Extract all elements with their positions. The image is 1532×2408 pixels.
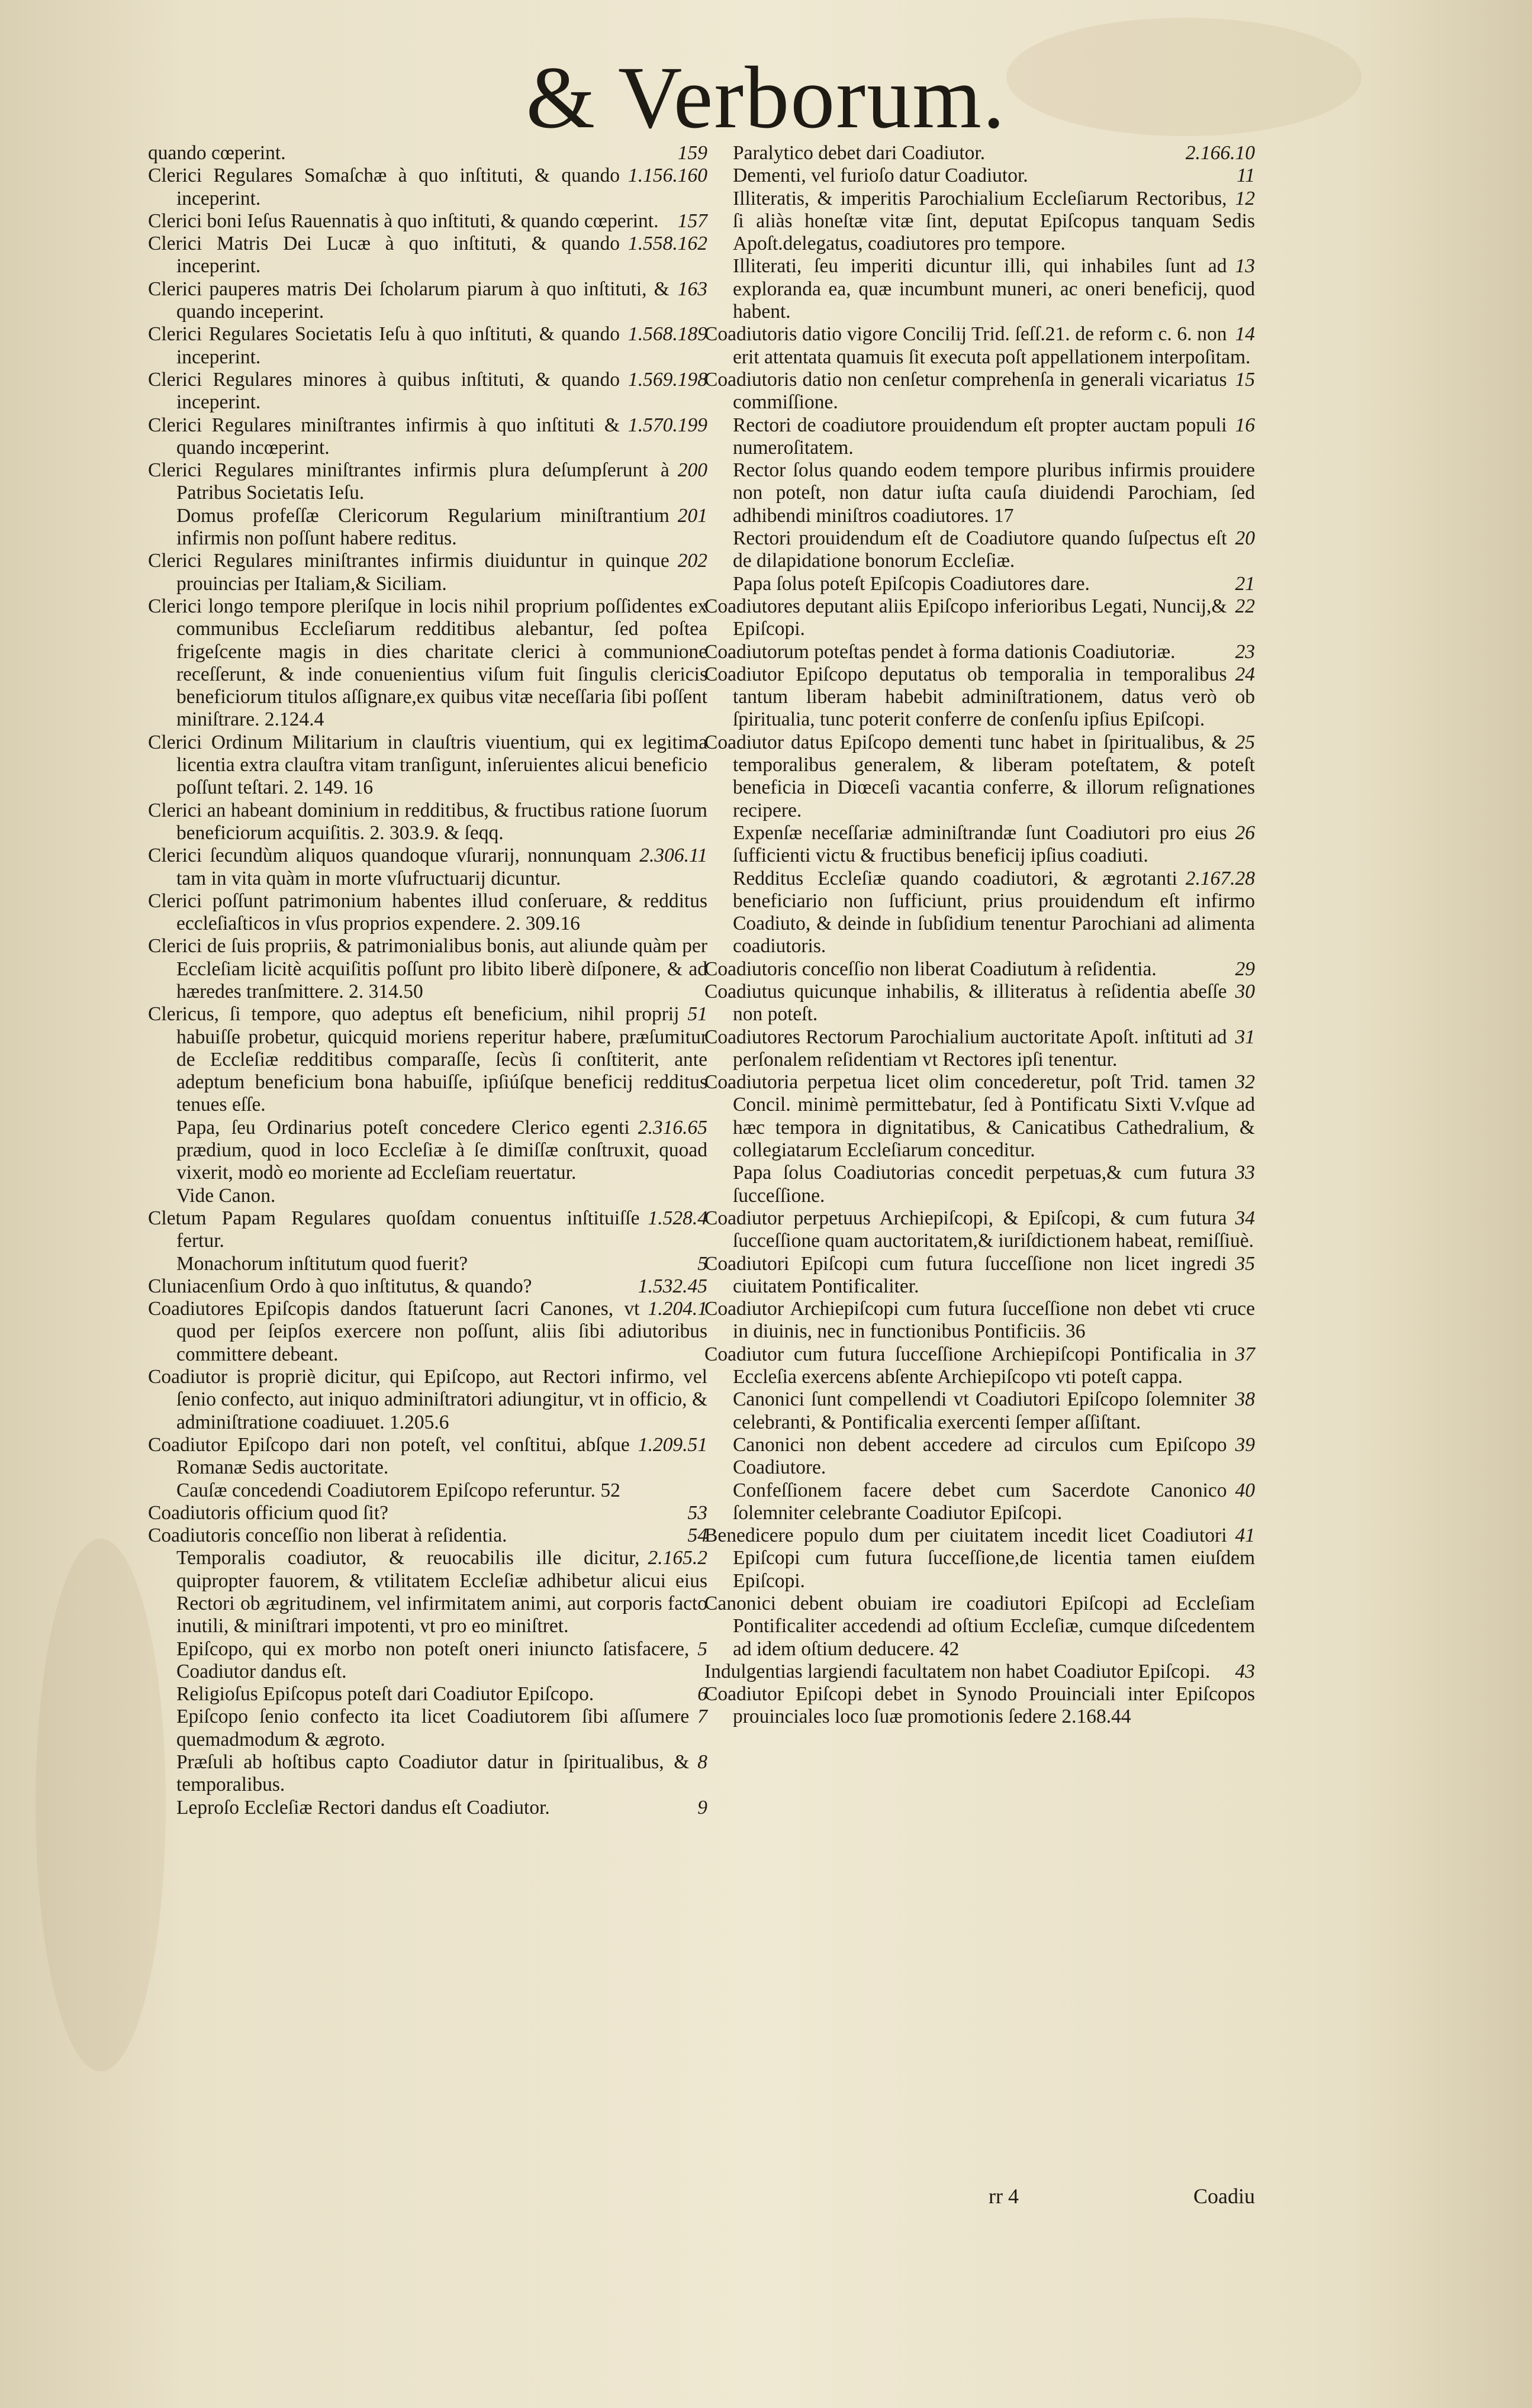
entry-reference: 200: [677, 459, 707, 482]
index-entry: [148, 1638, 707, 1684]
entry-text: Coadiutor Epiſcopo deputatus ob temporalia in temporalibus tantum liberam habebit adminiſtrationem, datus verò ob ſpiritualia, tunc poterit conferre de conſenſu ipſius Epiſcopi.: [704, 663, 1255, 731]
entry-reference: 41: [1235, 1524, 1255, 1547]
entry-reference: 1.570.199: [628, 414, 707, 436]
entry-text: quando cœperint.: [148, 142, 286, 164]
entry-text: Coadiutoris conceſſio non liberat Coadiutum à reſidentia.: [704, 958, 1157, 980]
entry-reference: 35: [1235, 1252, 1255, 1275]
index-entry: [148, 1751, 707, 1797]
entry-reference: 13: [1235, 255, 1255, 278]
index-entry: [148, 1479, 707, 1502]
index-entry: [148, 731, 707, 800]
index-entry: [704, 188, 1255, 256]
entry-reference: 11: [1236, 165, 1255, 187]
index-entry: [148, 595, 707, 731]
entry-reference: 51: [687, 1003, 707, 1026]
entry-text: Redditus Eccleſiæ quando coadiutori, & ægrotanti beneficiario non ſufficiunt, prius prouidendum eſt infirmo Coadiuto, & deinde in ſubſidium tenentur Parochiani ad alimenta coadiutoris.: [733, 867, 1255, 958]
entry-reference: 24: [1235, 663, 1255, 685]
entry-text: Papa ſolus poteſt Epiſcopis Coadiutores dare.: [733, 572, 1090, 595]
entry-text: Coadiutorum poteſtas pendet à forma dationis Coadiutoriæ.: [704, 640, 1176, 663]
entry-text: Clerici Regulares Societatis Ieſu à quo inſtituti, & quando inceperint.: [148, 323, 620, 368]
entry-reference: 2.166.10: [1185, 142, 1255, 164]
entry-reference: 1.568.189: [628, 323, 707, 346]
index-entry: [148, 1434, 707, 1479]
entry-text: Clerici de ſuis propriis, & patrimonialibus bonis, aut aliunde quàm per Eccleſiam licitè acquiſitis poſſunt pro libito liberè diſponere, & ad hæredes tranſmittere. 2. 314.50: [148, 935, 707, 1002]
index-entry: [148, 233, 707, 278]
index-entry: [704, 1343, 1255, 1389]
index-entry: [704, 1253, 1255, 1298]
entry-text: Monachorum inſtitutum quod fuerit?: [176, 1252, 468, 1275]
entry-text: Canonici ſunt compellendi vt Coadiutori Epiſcopo ſolemniter celebranti, & Pontificalia exercenti ſemper aſſiſtant.: [733, 1388, 1227, 1433]
entry-reference: 25: [1235, 731, 1255, 753]
index-entry: [148, 1185, 707, 1207]
entry-text: Clerici ſecundùm aliquos quandoque vſurarij, nonnunquam tam in vita quàm in morte vſufructuarij dicuntur.: [148, 844, 632, 889]
entry-text: Rectori de coadiutore prouidendum eſt propter auctam populi numeroſitatem.: [733, 414, 1227, 459]
index-entry: [148, 1524, 707, 1547]
entry-reference: 21: [1235, 572, 1255, 595]
index-entry: [704, 1434, 1255, 1479]
entry-text: Papa, ſeu Ordinarius poteſt concedere Clerico egenti prædium, quod in loco Eccleſiæ à ſe dimiſſæ conſtruxit, quoad vixerit, modò eo moriente ad Eccleſiam reuertatur.: [176, 1116, 707, 1184]
index-entry: [148, 1366, 707, 1434]
entry-reference: 9: [697, 1796, 707, 1819]
page-footer: [989, 2184, 1255, 2209]
index-entry: [704, 414, 1255, 460]
index-entry: [704, 731, 1255, 822]
entry-reference: 1.156.160: [628, 165, 707, 187]
entry-text: Coadiutores Epiſcopis dandos ſtatuerunt ſacri Canones, vt quod per ſeipſos exercere non poſſunt, aliis ſibi adiutoribus committere debeant.: [148, 1298, 707, 1365]
entry-text: Cletum Papam Regulares quoſdam conuentus inſtituiſſe fertur.: [148, 1207, 640, 1252]
index-entry: [704, 142, 1255, 165]
entry-text: Benedicere populo dum per ciuitatem incedit licet Coadiutori Epiſcopi cum futura ſucceſſione,de licentia tamen eiuſdem Epiſcopi.: [704, 1524, 1255, 1592]
entry-reference: 8: [697, 1751, 707, 1774]
entry-reference: 201: [677, 504, 707, 527]
entry-text: Coadiutoris conceſſio non liberat à reſidentia.: [148, 1524, 507, 1547]
entry-text: Coadiutor Archiepiſcopi cum futura ſucceſſione non debet vti cruce in diuinis, nec in functionibus Pontificiis. 36: [704, 1298, 1255, 1343]
index-entry: [148, 1117, 707, 1185]
entry-reference: 2.165.2: [648, 1547, 707, 1569]
index-entry: [148, 1502, 707, 1524]
index-entry: [148, 505, 707, 550]
entry-reference: 23: [1235, 640, 1255, 663]
index-entry: [704, 958, 1255, 981]
index-entry: [148, 1253, 707, 1275]
entry-reference: 22: [1235, 595, 1255, 617]
index-entry: [704, 981, 1255, 1026]
index-entry: [704, 1162, 1255, 1207]
entry-text: Clerici Regulares miniſtrantes infirmis à quo inſtituti & quando incœperint.: [148, 414, 620, 459]
index-column-left: [148, 142, 707, 1819]
entry-reference: 1.569.198: [628, 368, 707, 391]
entry-reference: 38: [1235, 1388, 1255, 1411]
index-entry: [148, 323, 707, 369]
index-entry: [704, 1524, 1255, 1593]
entry-reference: 16: [1235, 414, 1255, 436]
entry-text: Temporalis coadiutor, & reuocabilis ille dicitur, quipropter fauorem, & vtilitatem Eccleſiæ adhibetur alicui eius Rectori ob ægritudinem, vel infirmitatem animi, aut corporis facto inutili, & miniſtrari impotenti, vt pro eo miniſtret.: [176, 1547, 707, 1637]
entry-text: Vide Canon.: [176, 1184, 276, 1207]
entry-reference: 1.209.51: [638, 1433, 707, 1456]
entry-text: Coadiutor datus Epiſcopo dementi tunc habet in ſpiritualibus, & temporalibus generalem, & liberam poteſtatem, & poteſt beneficia in Diœceſi vacantia conferre, & illorum reſignationes recipere.: [704, 731, 1255, 821]
index-entry: [704, 1479, 1255, 1525]
entry-reference: 7: [697, 1706, 707, 1728]
entry-text: Coadiutoris officium quod ſit?: [148, 1501, 388, 1524]
entry-text: Coadiutoria perpetua licet olim concederetur, poſt Trid. tamen Concil. minimè permittebatur, ſed à Pontificatu Sixti V.vſque ad hæc tempora in dignitatibus, & Canicatibus Cathedralium, & collegiatarum Eccleſiarum conceditur.: [704, 1071, 1255, 1162]
index-entry: [148, 165, 707, 210]
index-entry: [704, 822, 1255, 868]
entry-text: Coadiutores deputant aliis Epiſcopo inferioribus Legati, Nuncij,& Epiſcopi.: [704, 595, 1227, 640]
entry-reference: 29: [1235, 958, 1255, 980]
entry-reference: 5: [697, 1252, 707, 1275]
entry-text: Rectori prouidendum eſt de Coadiutore quando ſuſpectus eſt de dilapidatione bonorum Eccleſiæ.: [733, 527, 1227, 572]
index-entry: [704, 1593, 1255, 1661]
entry-text: Religioſus Epiſcopus poteſt dari Coadiutor Epiſcopo.: [176, 1683, 594, 1706]
index-entry: [148, 369, 707, 414]
entry-reference: 14: [1235, 323, 1255, 346]
entry-reference: 2.316.65: [638, 1116, 707, 1139]
catchword: Coadiu: [1193, 2184, 1255, 2208]
entry-text: Clerici longo tempore pleriſque in locis nihil proprium poſſidentes ex communibus Eccleſiarum redditibus alebantur, ſed poſtea frigeſcente magis in dies charitate clerici à communione receſſerunt, & inde conuenientius viſum fuit ſingulis clericis beneficiorum titulos aſſignare,ex quibus vitæ neceſſaria ſibi poſſent miniſtrare. 2.124.4: [148, 595, 707, 731]
index-entry: [704, 255, 1255, 323]
entry-reference: 12: [1235, 187, 1255, 209]
entry-reference: 43: [1235, 1660, 1255, 1682]
index-entry: [704, 369, 1255, 414]
index-entry: [704, 1298, 1255, 1343]
entry-reference: 40: [1235, 1479, 1255, 1501]
entry-reference: 34: [1235, 1207, 1255, 1229]
entry-reference: 39: [1235, 1433, 1255, 1456]
index-entry: [148, 890, 707, 936]
entry-text: Leproſo Eccleſiæ Rectori dandus eſt Coadiutor.: [176, 1796, 550, 1819]
entry-text: Illiterati, ſeu imperiti dicuntur illi, qui inhabiles ſunt ad exploranda ea, quæ incumbunt muneri, ac oneri beneficij, quod habent.: [733, 255, 1255, 323]
index-entry: [704, 641, 1255, 663]
index-entry: [148, 1706, 707, 1751]
signature-mark: rr 4: [989, 2184, 1019, 2208]
entry-text: Clerici an habeant dominium in redditibus, & fructibus ratione ſuorum beneficiorum acquiſitis. 2. 303.9. & ſeqq.: [148, 799, 707, 844]
index-entry: [148, 210, 707, 233]
index-entry: [148, 800, 707, 845]
entry-reference: 159: [677, 142, 707, 164]
entry-text: Clerici boni Ieſus Rauennatis à quo inſtituti, & quando cœperint.: [148, 209, 659, 232]
entry-text: Cauſæ concedendi Coadiutorem Epiſcopo referuntur. 52: [176, 1479, 620, 1501]
index-entry: [148, 459, 707, 505]
entry-text: Coadiutori Epiſcopi cum futura ſucceſſione non licet ingredi ciuitatem Pontificaliter.: [704, 1252, 1227, 1297]
entry-text: Epiſcopo ſenio confecto ita licet Coadiutorem ſibi aſſumere quemadmodum & ægroto.: [176, 1706, 690, 1751]
entry-text: Clerici poſſunt patrimonium habentes illud conſeruare, & redditus eccleſiaſticos in vſus proprios expendere. 2. 309.16: [148, 889, 707, 935]
entry-reference: 1.532.45: [638, 1275, 707, 1297]
entry-text: Rector ſolus quando eodem tempore pluribus infirmis prouidere non poteſt, non datur iuſta cauſa diuidendi Parochiam, ſed adhibendi miniſtros coadiutores. 17: [733, 459, 1255, 527]
entry-reference: 1.558.162: [628, 233, 707, 255]
index-entry: [148, 1547, 707, 1637]
index-entry: [704, 165, 1255, 187]
index-entry: [148, 1003, 707, 1116]
entry-reference: 20: [1235, 527, 1255, 550]
entry-text: Coadiutor Epiſcopo dari non poteſt, vel conſtitui, abſque Romanæ Sedis auctoritate.: [148, 1433, 630, 1479]
entry-text: Dementi, vel furioſo datur Coadiutor.: [733, 165, 1028, 187]
index-entry: [704, 573, 1255, 595]
entry-reference: 15: [1235, 368, 1255, 391]
index-entry: [148, 935, 707, 1003]
entry-reference: 6: [697, 1683, 707, 1706]
entry-text: Coadiutoris datio non cenſetur comprehenſa in generali vicariatus commiſſione.: [704, 368, 1227, 414]
index-entry: [704, 1661, 1255, 1683]
index-entry: [148, 142, 707, 165]
entry-reference: 2.306.11: [639, 844, 707, 867]
entry-reference: 5: [697, 1637, 707, 1660]
entry-text: Illiteratis, & imperitis Parochialium Eccleſiarum Rectoribus, ſi aliàs honeſtæ vitæ ſint, deputat Epiſcopus tanquam Sedis Apoſt.delegatus, coadiutores pro tempore.: [733, 187, 1255, 255]
entry-text: Clerici Regulares minores à quibus inſtituti, & quando inceperint.: [148, 368, 620, 414]
index-entry: [704, 1207, 1255, 1253]
entry-reference: 33: [1235, 1162, 1255, 1184]
entry-text: Coadiutus quicunque inhabilis, & illiteratus à reſidentia abeſſe non poteſt.: [704, 980, 1227, 1026]
entry-text: Coadiutoris datio vigore Concilij Trid. ſeſſ.21. de reform c. 6. non erit attentata quamuis ſit executa poſt appellationem interpoſitam.: [704, 323, 1251, 368]
entry-text: Confeſſionem facere debet cum Sacerdote Canonico ſolemniter celebrante Coadiutor Epiſcopi.: [733, 1479, 1227, 1524]
entry-reference: 54: [687, 1524, 707, 1547]
entry-text: Papa ſolus Coadiutorias concedit perpetuas,& cum futura ſucceſſione.: [733, 1162, 1227, 1207]
entry-reference: 37: [1235, 1343, 1255, 1365]
entry-text: Epiſcopo, qui ex morbo non poteſt oneri iniuncto ſatisfacere, Coadiutor dandus eſt.: [176, 1637, 690, 1682]
entry-text: Canonici non debent accedere ad circulos cum Epiſcopo Coadiutore.: [733, 1433, 1227, 1479]
entry-text: Indulgentias largiendi facultatem non habet Coadiutor Epiſcopi.: [704, 1660, 1211, 1682]
index-entry: [148, 1683, 707, 1706]
index-entry: [148, 414, 707, 460]
page-header: & Verborum.: [526, 49, 1006, 147]
entry-text: Coadiutor Epiſcopi debet in Synodo Prouinciali inter Epiſcopos prouinciales loco ſuæ promotionis ſedere 2.168.44: [704, 1683, 1255, 1728]
index-column-right: [704, 142, 1255, 1729]
entry-text: Coadiutor cum futura ſucceſſione Archiepiſcopi Pontificalia in Eccleſia exercens abſente Archiepiſcopo vti poteſt cappa.: [704, 1343, 1227, 1388]
entry-text: Clericus, ſi tempore, quo adeptus eſt beneficium, nihil proprij habuiſſe probetur, quicquid moriens reperitur habere, præſumitur de Eccleſiæ redditibus comparaſſe, ſecùs ſi conſtiterit, ante adeptum beneficium bona habuiſſe, ipſiúſque beneficij redditus tenues eſſe.: [148, 1003, 707, 1116]
index-entry: [148, 844, 707, 890]
entry-text: Clerici Matris Dei Lucæ à quo inſtituti, & quando inceperint.: [148, 233, 620, 278]
index-entry: [148, 1797, 707, 1819]
entry-reference: 30: [1235, 980, 1255, 1002]
index-entry: [704, 663, 1255, 731]
entry-text: Coadiutor is propriè dicitur, qui Epiſcopo, aut Rectori infirmo, vel ſenio confecto, aut iniquo adminiſtratori adiungitur, vt in officio, & adminiſtratione coadiuuet. 1.205.6: [148, 1366, 707, 1433]
entry-text: Præſuli ab hoſtibus capto Coadiutor datur in ſpiritualibus, & temporalibus.: [176, 1751, 690, 1796]
index-entry: [148, 278, 707, 324]
entry-reference: 53: [687, 1501, 707, 1524]
entry-reference: 26: [1235, 821, 1255, 844]
entry-reference: 2.167.28: [1185, 867, 1255, 889]
entry-text: Clerici Regulares miniſtrantes infirmis diuiduntur in quinque prouincias per Italiam,& Siciliam.: [148, 550, 670, 595]
paper-stain: [36, 1539, 166, 2071]
entry-reference: 31: [1235, 1026, 1255, 1048]
entry-reference: 157: [677, 209, 707, 232]
entry-text: Expenſæ neceſſariæ adminiſtrandæ ſunt Coadiutori pro eius ſufficienti victu & fructibus beneficij ipſius coadiuti.: [733, 821, 1227, 867]
entry-reference: 202: [677, 550, 707, 572]
index-entry: [704, 527, 1255, 573]
entry-text: Clerici Regulares Somaſchæ à quo inſtituti, & quando inceperint.: [148, 165, 620, 209]
entry-reference: 32: [1235, 1071, 1255, 1094]
entry-reference: 1.528.4: [648, 1207, 707, 1229]
entry-text: Domus profeſſæ Clericorum Regularium miniſtrantium infirmis non poſſunt habere reditus.: [176, 504, 670, 550]
index-entry: [704, 459, 1255, 527]
entry-text: Canonici debent obuiam ire coadiutori Epiſcopi ad Eccleſiam Pontificaliter accedendi ad oſtium Eccleſiæ, cumque diſcedentem ad idem oſtium deducere. 42: [704, 1593, 1255, 1660]
entry-text: Clerici Regulares miniſtrantes infirmis plura deſumpſerunt à Patribus Societatis Ieſu.: [148, 459, 670, 504]
entry-text: Paralytico debet dari Coadiutor.: [733, 142, 986, 164]
entry-text: Coadiutores Rectorum Parochialium auctoritate Apoſt. inſtituti ad perſonalem reſidentiam vt Rectores ipſi tenentur.: [704, 1026, 1227, 1071]
index-entry: [148, 1275, 707, 1298]
index-entry: [704, 1388, 1255, 1434]
entry-reference: 1.204.1: [648, 1298, 707, 1320]
entry-text: Clerici Ordinum Militarium in clauſtris viuentium, qui ex legitima licentia extra clauſtra vitam tranſigunt, inſeruientes alicui beneficio poſſunt teſtari. 2. 149. 16: [148, 731, 707, 799]
index-entry: [704, 1071, 1255, 1162]
index-entry: [704, 1026, 1255, 1072]
index-entry: [148, 1298, 707, 1366]
entry-text: Coadiutor perpetuus Archiepiſcopi, & Epiſcopi, & cum futura ſucceſſione quam auctoritatem,& iuriſdictionem habeat, remiſſiuè.: [704, 1207, 1254, 1252]
index-entry: [148, 550, 707, 595]
index-entry: [148, 1207, 707, 1253]
entry-text: Clerici pauperes matris Dei ſcholarum piarum à quo inſtituti, & quando inceperint.: [148, 278, 670, 323]
index-entry: [704, 868, 1255, 958]
index-entry: [704, 1683, 1255, 1729]
entry-reference: 163: [677, 278, 707, 300]
index-entry: [704, 323, 1255, 369]
index-entry: [704, 595, 1255, 641]
entry-text: Cluniacenſium Ordo à quo inſtitutus, & quando?: [148, 1275, 532, 1297]
